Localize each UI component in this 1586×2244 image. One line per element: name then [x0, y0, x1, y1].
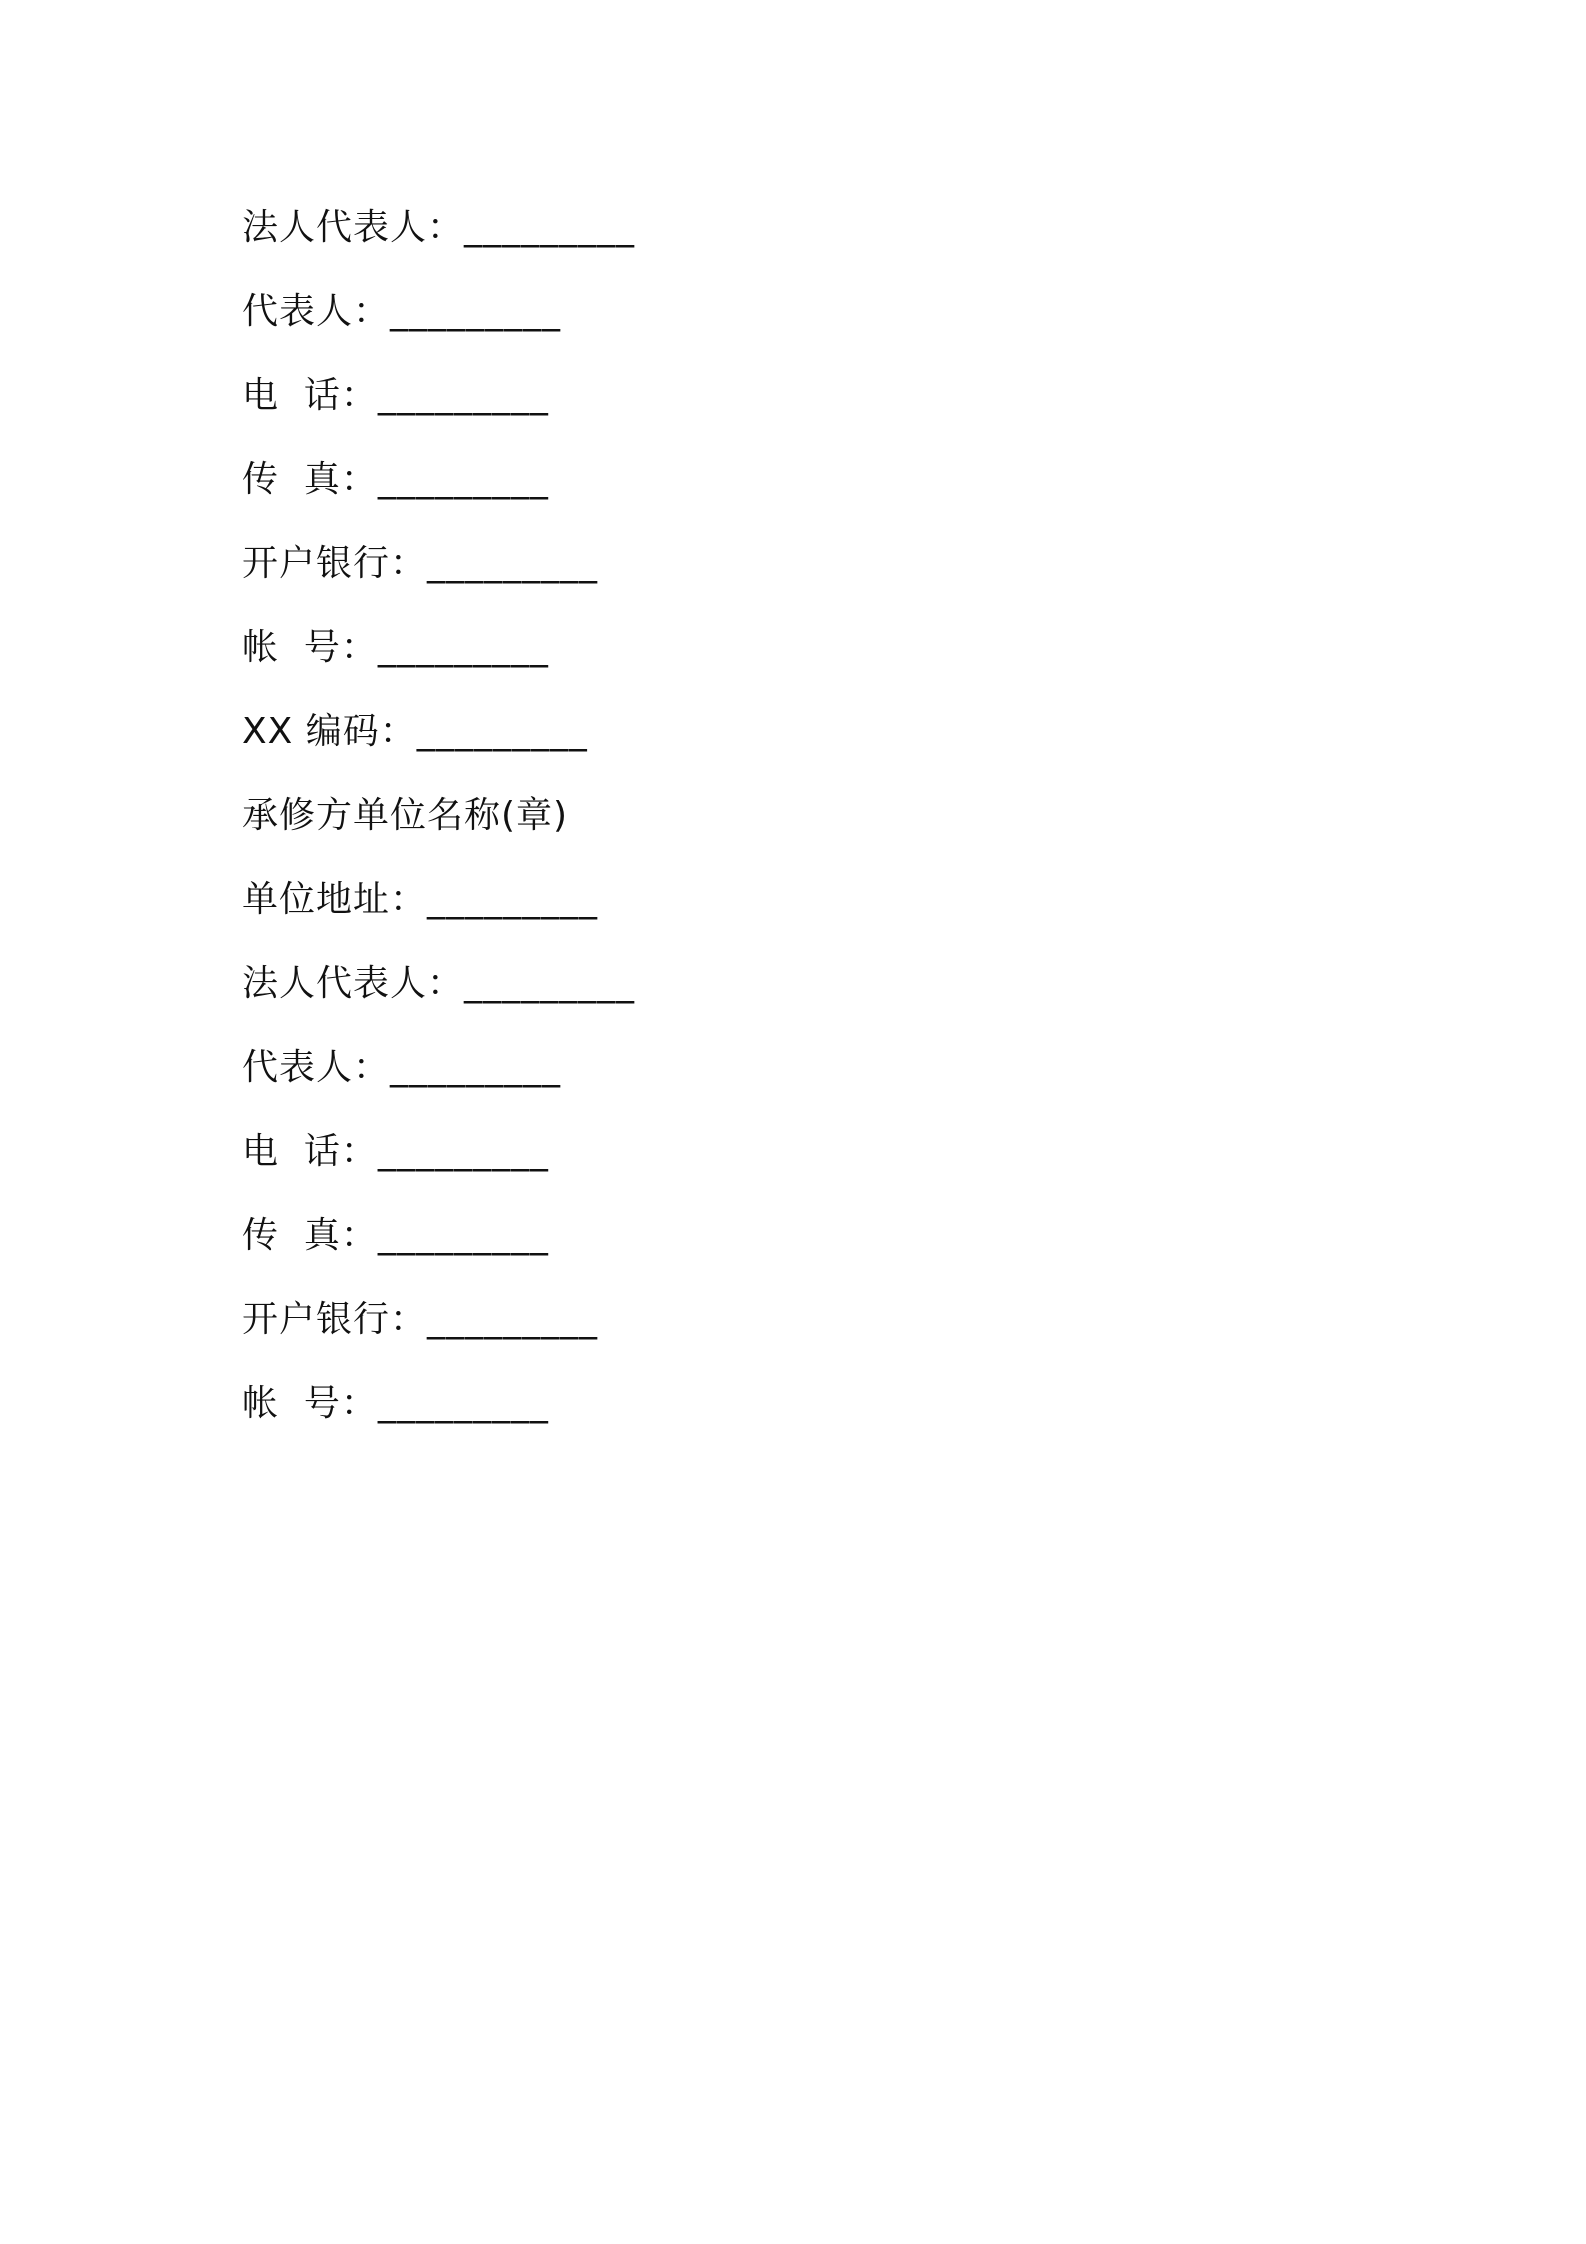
phone-line: 电 话：_________ [242, 1131, 549, 1172]
repair-party-heading: 承修方单位名称(章) [242, 795, 569, 836]
representative-line: 代表人：_________ [242, 291, 562, 332]
bank-line: 开户银行：_________ [242, 1299, 599, 1340]
fax-line: 传 真：_________ [242, 459, 549, 500]
phone-line: 电 话：_________ [242, 375, 549, 416]
representative-line: 代表人：_________ [242, 1047, 562, 1088]
bank-line: 开户银行：_________ [242, 543, 599, 584]
contract-signature-block [242, 198, 1342, 1458]
legal-representative-line: 法人代表人：_________ [242, 963, 636, 1004]
legal-representative-line: 法人代表人：_________ [242, 207, 636, 248]
fax-line: 传 真：_________ [242, 1215, 549, 1256]
account-line: 帐 号：_________ [242, 1383, 549, 1424]
code-line: XX 编码：_________ [242, 711, 588, 752]
account-line: 帐 号：_________ [242, 627, 549, 668]
address-line: 单位地址：_________ [242, 879, 599, 920]
